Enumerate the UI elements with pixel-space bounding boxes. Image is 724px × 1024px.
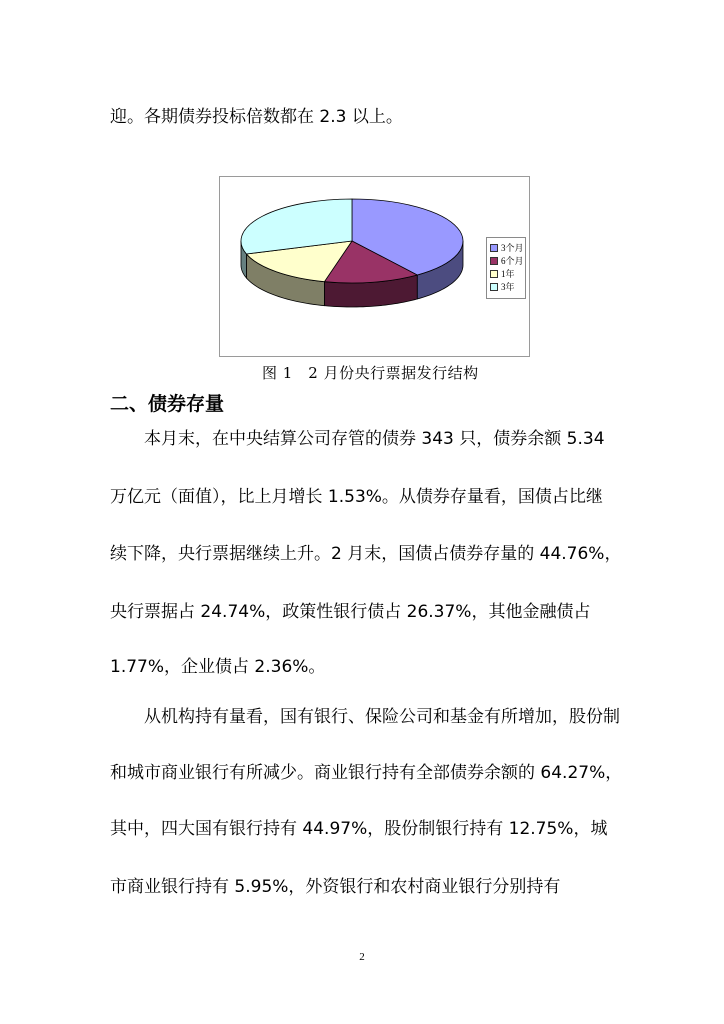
legend-label: 6个月 <box>501 255 524 266</box>
text-line-2: 本月末，在中央结算公司存管的债券 343 只，债券余额 5.34 <box>144 429 605 449</box>
section-heading: 二、债券存量 <box>110 393 225 415</box>
legend-swatch <box>490 244 498 252</box>
legend-swatch <box>490 270 498 278</box>
text-line-7: 从机构持有量看，国有银行、保险公司和基金有所增加，股份制 <box>144 707 620 727</box>
legend-swatch <box>490 257 498 265</box>
text-line-8: 和城市商业银行有所减少。商业银行持有全部债券余额的 64.27%， <box>110 763 623 783</box>
figure-caption: 图 1 2 月份央行票据发行结构 <box>262 364 479 382</box>
text-line-1: 迎。各期债券投标倍数都在 2.3 以上。 <box>110 107 403 127</box>
pie-chart-svg <box>220 177 531 358</box>
legend-label: 3年 <box>501 281 515 292</box>
legend-label: 1年 <box>501 268 515 279</box>
text-line-10: 市商业银行持有 5.95%，外资银行和农村商业银行分别持有 <box>110 877 561 897</box>
pie-chart <box>219 176 530 357</box>
text-line-4: 续下降，央行票据继续上升。2 月末，国债占债券存量的 44.76%， <box>110 544 622 564</box>
text-line-9: 其中，四大国有银行持有 44.97%，股份制银行持有 12.75%，城 <box>110 819 608 839</box>
text-line-5: 央行票据占 24.74%，政策性银行债占 26.37%，其他金融债占 <box>110 602 591 622</box>
page-number: 2 <box>359 951 365 963</box>
legend-item <box>490 280 525 293</box>
chart-legend <box>486 237 526 299</box>
legend-item <box>490 241 525 254</box>
text-line-3: 万亿元（面值），比上月增长 1.53%。从债券存量看，国债占比继 <box>110 487 603 507</box>
legend-label: 3个月 <box>501 242 524 253</box>
text-line-6: 1.77%，企业债占 2.36%。 <box>110 657 326 677</box>
legend-item <box>490 267 525 280</box>
legend-item <box>490 254 525 267</box>
legend-swatch <box>490 283 498 291</box>
